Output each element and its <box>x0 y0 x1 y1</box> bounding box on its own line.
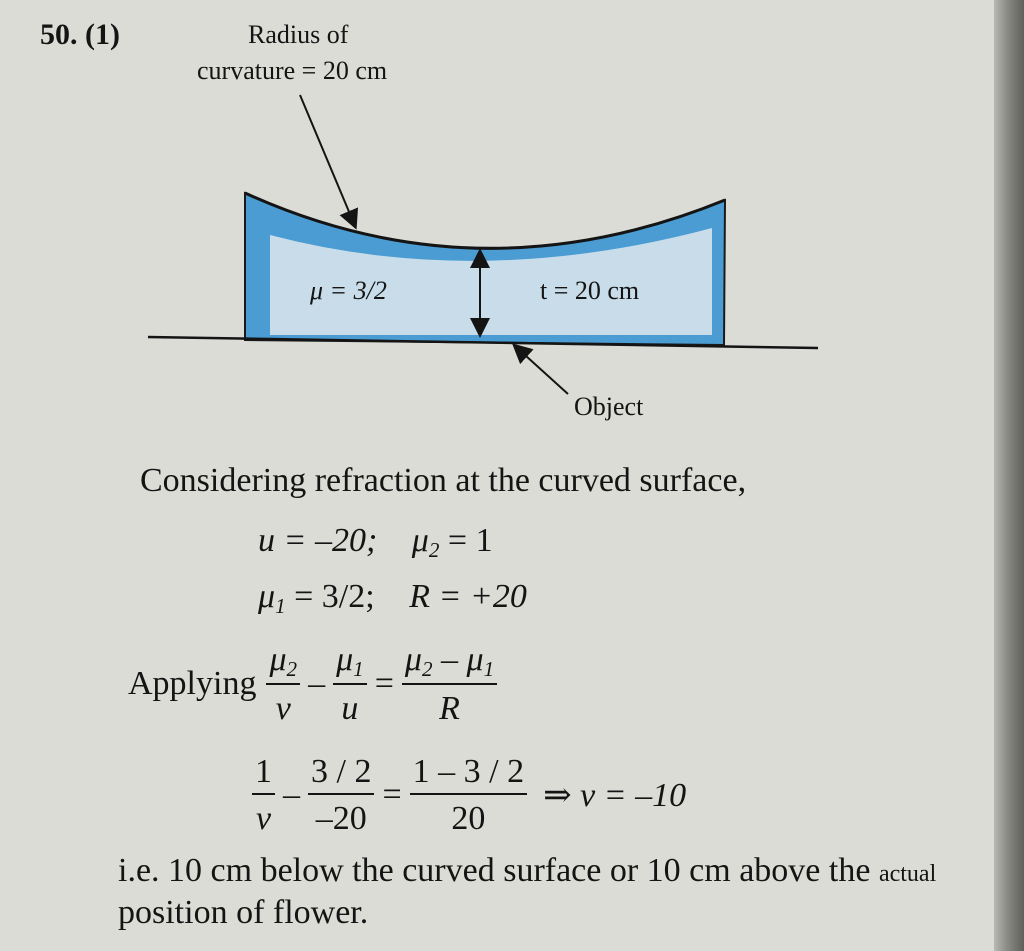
object-arrow <box>515 346 568 394</box>
calc-term-2: $\frac{3 / 2}{-20}$ <box>308 752 374 838</box>
conclusion-line-2: position of flower. <box>118 894 369 931</box>
solution-intro: Considering refraction at the curved surface, <box>140 462 747 499</box>
given-line-1: u = –20; $\mu_2 = 1$ <box>258 522 493 562</box>
mu-label: μ = 3/2 <box>310 276 387 305</box>
formula-rhs: $\frac{\mu_2 - \mu_1}{R}$ <box>402 640 497 728</box>
formula-term-1: $\frac{\mu_2}{v}$ <box>266 640 300 728</box>
calculation: $\frac{1}{v}$ – $\frac{3 / 2}{-20}$ = $\frac{1 - 3 / 2}{20}$ ⇒ v = –10 <box>248 752 690 838</box>
question-number: 50. (1) <box>40 18 120 51</box>
conclusion-line-1: i.e. 10 cm below the curved surface or 10 cm above the actual <box>118 852 937 889</box>
refraction-diagram <box>0 0 1024 440</box>
thickness-label: t = 20 cm <box>540 276 640 305</box>
calc-term-1: $\frac{1}{v}$ <box>252 752 275 838</box>
given-line-2: $\mu_1 = 3/2$; R = +20 <box>258 578 527 618</box>
radius-label-line1: Radius of <box>248 20 349 49</box>
radius-arrow <box>300 95 355 226</box>
calc-term-3: $\frac{1 - 3 / 2}{20}$ <box>410 752 527 838</box>
lens-formula: Applying $\frac{\mu_2}{v}$ – $\frac{\mu_1}{u}$ = $\frac{\mu_2 - \mu_1}{R}$ <box>128 640 501 728</box>
object-label: Object <box>574 392 644 421</box>
radius-label-line2: curvature = 20 cm <box>197 56 388 85</box>
formula-term-2: $\frac{\mu_1}{u}$ <box>333 640 367 728</box>
